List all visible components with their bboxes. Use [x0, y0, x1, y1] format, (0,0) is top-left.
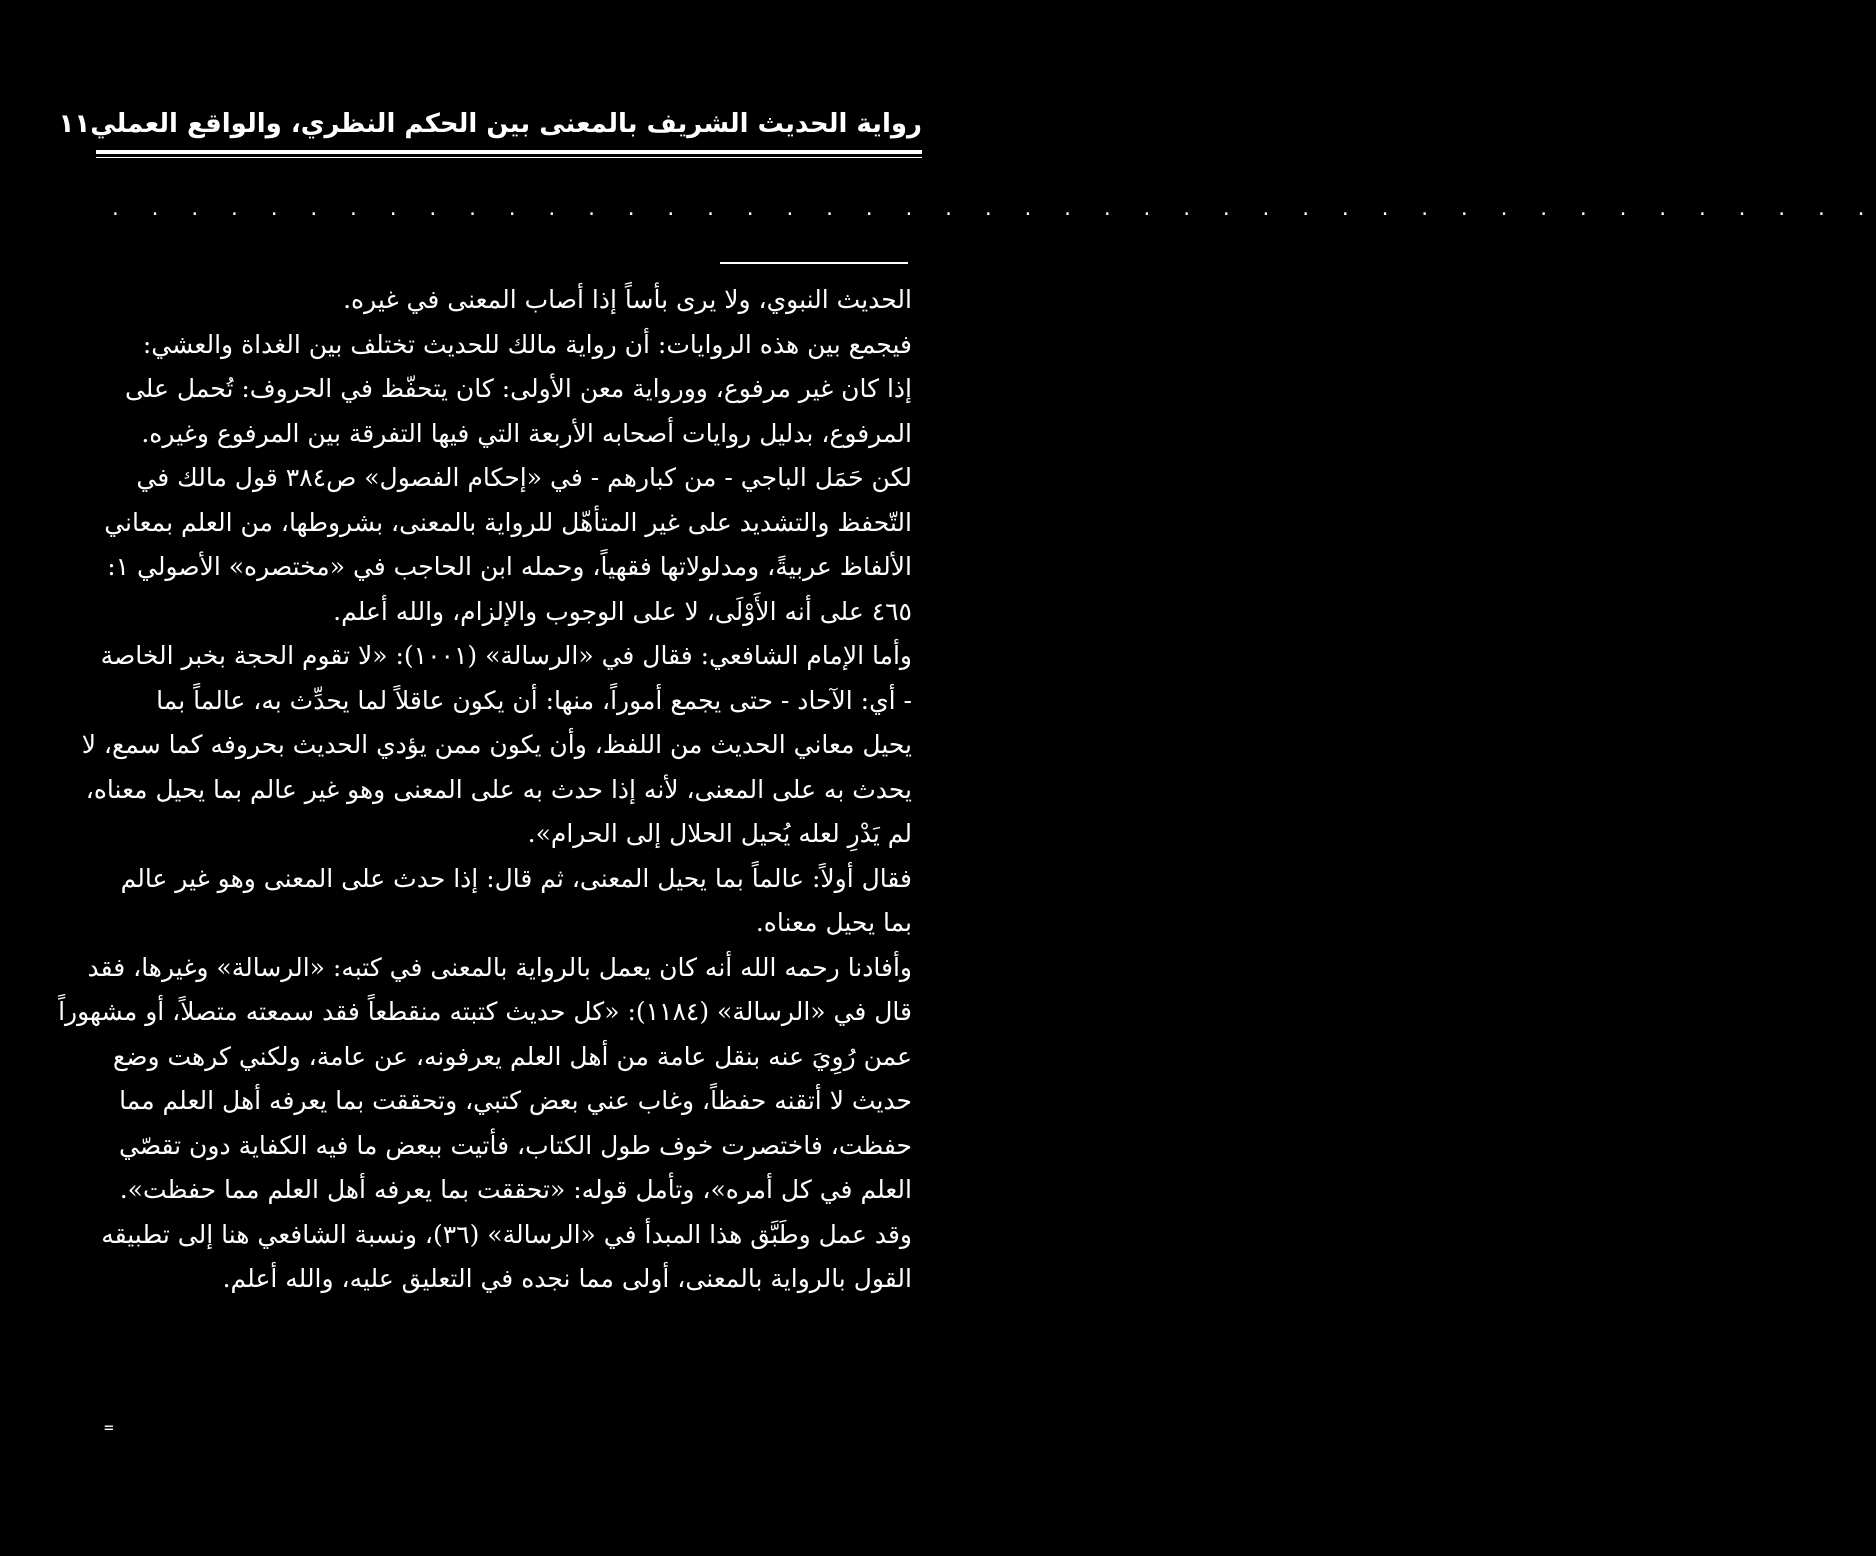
text-line: العلم في كل أمره»، وتأمل قوله: «تحققت بما يعرفه أهل العلم مما حفظت». — [119, 1175, 912, 1204]
header-rule-thin — [96, 157, 922, 158]
text-line: فيجمع بين هذه الروايات: أن رواية مالك للحديث تختلف بين الغداة والعشي: — [142, 329, 912, 359]
text-line: الحديث النبوي، ولا يرى بأساً إذا أصاب المعنى في غيره. — [343, 285, 912, 314]
header-rule-thick — [96, 150, 922, 154]
text-line: وأما الإمام الشافعي: فقال في «الرسالة» (١٠٠١): «لا تقوم الحجة بخبر الخاصة — [100, 641, 912, 670]
text-line: قال في «الرسالة» (١١٨٤): «كل حديث كتبته منقطعاً فقد سمعته متصلاً، أو مشهوراً — [58, 997, 912, 1026]
dotted-separator: . . . . . . . . . . . . . . . . . . . . . . . . . . . . . . . . . . . . . . . . . . . . . — [110, 199, 1876, 220]
footnote-rule — [720, 262, 908, 264]
page-number: ١١ — [58, 109, 91, 139]
text-line: وقد عمل وطَبَّق هذا المبدأ في «الرسالة» (٣٦)، ونسبة الشافعي هنا إلى تطبيقه — [101, 1219, 912, 1249]
text-line: - أي: الآحاد - حتى يجمع أموراً، منها: أن يكون عاقلاً لما يحدِّث به، عالماً بما — [156, 685, 912, 715]
text-line: حفظت، فاختصرت خوف طول الكتاب، فأتيت ببعض ما فيه الكفاية دون تقصّي — [118, 1130, 912, 1160]
footer-mark: = — [104, 1418, 114, 1437]
text-line: القول بالرواية بالمعنى، أولى مما نجده في التعليق عليه، والله أعلم. — [222, 1264, 912, 1293]
body-text — [58, 278, 912, 1302]
text-line: لم يَدْرِ لعله يُحيل الحلال إلى الحرام». — [527, 819, 912, 848]
header-title: رواية الحديث الشريف بالمعنى بين الحكم النظري، والواقع العملي — [90, 109, 922, 139]
text-line: بما يحيل معناه. — [755, 908, 912, 937]
text-line: الألفاظ عربيةً، ومدلولاتها فقهياً، وحمله ابن الحاجب في «مختصره» الأصولي ١: — [107, 552, 912, 581]
text-line: يحيل معاني الحديث من اللفظ، وأن يكون ممن يؤدي الحديث بحروفه كما سمع، لا — [81, 730, 912, 759]
text-line: المرفوع، بدليل روايات أصحابه الأربعة التي فيها التفرقة بين المرفوع وغيره. — [141, 418, 912, 448]
text-line: حديث لا أتقنه حفظاً، وغاب عني بعض كتبي، وتحققت بما يعرفه أهل العلم مما — [119, 1086, 912, 1115]
text-line: إذا كان غير مرفوع، وورواية معن الأولى: كان يتحفّظ في الحروف: تُحمل على — [124, 374, 912, 403]
text-line: عمن رُوِيَ عنه بنقل عامة من أهل العلم يعرفونه، عن عامة، ولكني كرهت وضع — [112, 1041, 912, 1071]
text-line: فقال أولاً: عالماً بما يحيل المعنى، ثم قال: إذا حدث على المعنى وهو غير عالم — [120, 863, 912, 893]
text-line: يحدث به على المعنى، لأنه إذا حدث به على المعنى وهو غير عالم بما يحيل معناه، — [85, 774, 912, 804]
text-line: وأفادنا رحمه الله أنه كان يعمل بالرواية بالمعنى في كتبه: «الرسالة» وغيرها، فقد — [87, 952, 912, 982]
text-line: ٤٦٥ على أنه الأَوْلَى، لا على الوجوب والإلزام، والله أعلم. — [333, 596, 912, 626]
text-line: لكن حَمَل الباجي - من كبارهم - في «إحكام الفصول» ص٣٨٤ قول مالك في — [136, 463, 912, 492]
running-header — [58, 100, 922, 148]
text-line: التّحفظ والتشديد على غير المتأهّل للرواية بالمعنى، بشروطها، من العلم بمعاني — [104, 507, 912, 537]
